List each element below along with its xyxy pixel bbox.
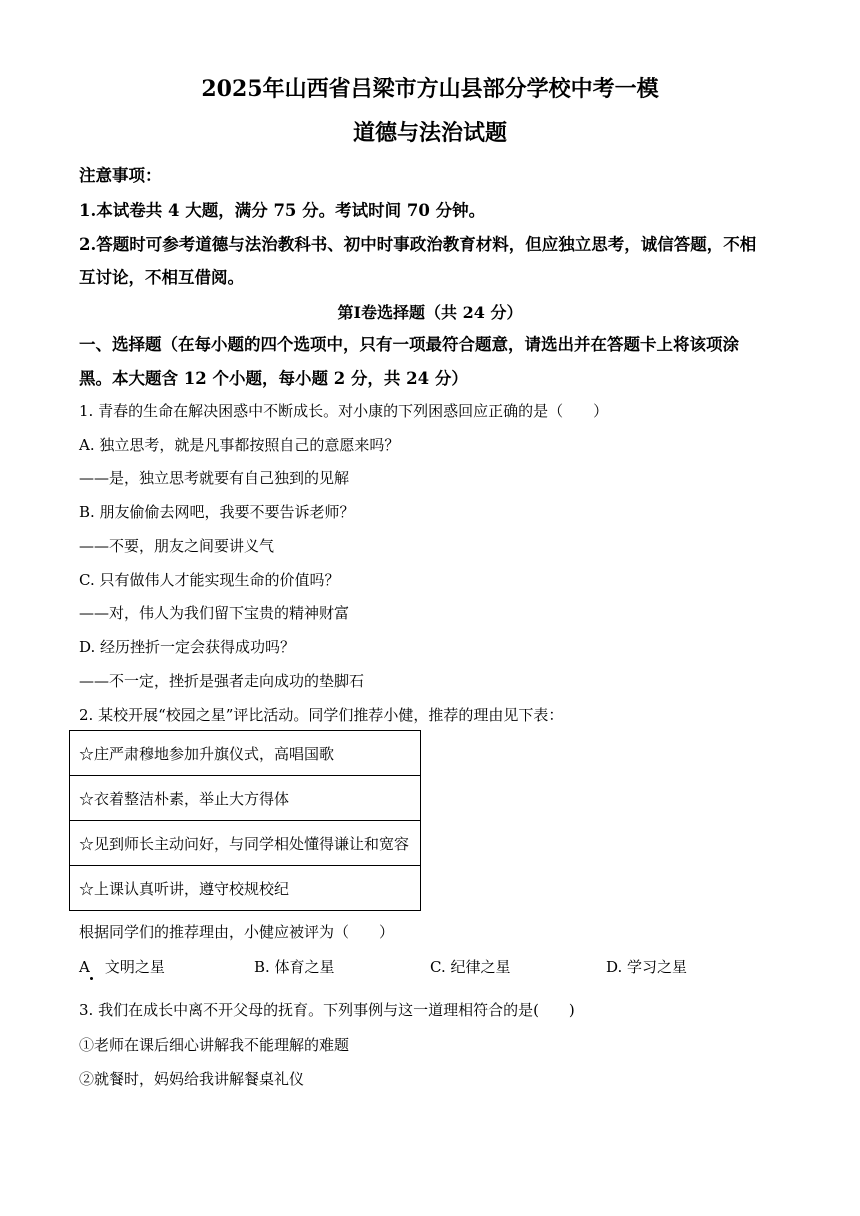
q3-item-1: ①老师在课后细心讲解我不能理解的难题 bbox=[79, 1036, 350, 1054]
q1-option-c: C. 只有做伟人才能实现生命的价值吗？ bbox=[79, 571, 340, 589]
q2-option-d: D. 学习之星 bbox=[606, 958, 688, 976]
table-cell: ☆见到师长主动问好，与同学相处懂得谦让和宽容 bbox=[70, 821, 421, 866]
table-cell: ☆衣着整洁朴素，举止大方得体 bbox=[70, 776, 421, 821]
table-row bbox=[70, 821, 421, 866]
notice-item-1: 1.本试卷共 4 大题，满分 75 分。考试时间 70 分钟。 bbox=[79, 201, 486, 220]
exam-title: 2025年山西省吕梁市方山县部分学校中考一模 bbox=[201, 76, 659, 102]
q2-option-b: B. 体育之星 bbox=[254, 958, 335, 976]
q1-option-b: B. 朋友偷偷去网吧，我要不要告诉老师？ bbox=[79, 503, 355, 521]
emphasis-dot bbox=[90, 977, 93, 980]
q1-option-a: A. 独立思考，就是凡事都按照自己的意愿来吗？ bbox=[79, 436, 400, 454]
table-cell: ☆上课认真听讲，遵守校规校纪 bbox=[70, 866, 421, 911]
section-title: 第Ⅰ卷选择题（共 24 分） bbox=[337, 303, 523, 322]
notice-item-2-line-2: 互讨论，不相互借阅。 bbox=[79, 268, 244, 287]
q1-option-d-reply: ——不一定，挫折是强者走向成功的垫脚石 bbox=[79, 672, 365, 690]
notice-heading: 注意事项： bbox=[79, 166, 162, 185]
q1-option-b-reply: ——不要，朋友之间要讲义气 bbox=[79, 537, 275, 555]
q2-reasons-table bbox=[69, 730, 421, 911]
q1-option-c-reply: ——对，伟人为我们留下宝贵的精神财富 bbox=[79, 604, 350, 622]
exam-subtitle: 道德与法治试题 bbox=[352, 120, 507, 146]
table-row bbox=[70, 776, 421, 821]
table-row bbox=[70, 866, 421, 911]
section-instruction-line-2: 黑。本大题含 12 个小题，每小题 2 分，共 24 分） bbox=[79, 369, 468, 388]
q3-stem: 3. 我们在成长中离不开父母的抚育。下列事例与这一道理相符合的是( ) bbox=[79, 1001, 575, 1019]
q2-option-c: C. 纪律之星 bbox=[430, 958, 511, 976]
table-cell: ☆庄严肃穆地参加升旗仪式，高唱国歌 bbox=[70, 731, 421, 776]
q1-stem: 1. 青春的生命在解决困惑中不断成长。对小康的下列困惑回应正确的是（ ） bbox=[79, 402, 609, 420]
q3-item-2: ②就餐时，妈妈给我讲解餐桌礼仪 bbox=[79, 1070, 305, 1088]
table-row bbox=[70, 731, 421, 776]
section-instruction-line-1: 一、选择题（在每小题的四个选项中，只有一项最符合题意，请选出并在答题卡上将该项涂 bbox=[79, 335, 739, 354]
notice-item-2-line-1: 2.答题时可参考道德与法治教科书、初中时事政治教育材料，但应独立思考，诚信答题，不相 bbox=[79, 235, 757, 254]
q2-question: 根据同学们的推荐理由，小健应被评为（ ） bbox=[79, 923, 395, 941]
q2-option-a: A 文明之星 bbox=[79, 958, 165, 976]
q2-stem: 2. 某校开展“校园之星”评比活动。同学们推荐小健，推荐的理由见下表： bbox=[79, 706, 564, 724]
q1-option-d: D. 经历挫折一定会获得成功吗？ bbox=[79, 638, 296, 656]
q1-option-a-reply: ——是，独立思考就要有自己独到的见解 bbox=[79, 469, 350, 487]
